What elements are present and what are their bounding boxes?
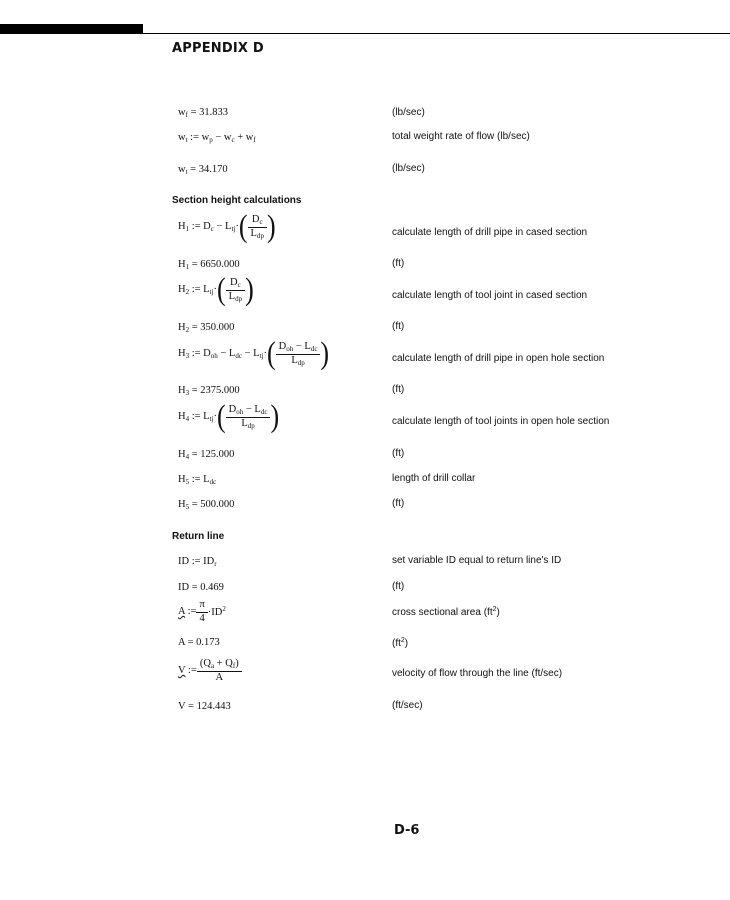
wf-unit: (lb/sec)	[392, 107, 425, 118]
area-unit: $(ft^2)$	[392, 637, 409, 649]
h2-description: calculate length of tool joint in cased section	[392, 290, 588, 301]
id-unit: (ft)	[392, 581, 405, 592]
id-definition: ID := $ID_r$	[178, 556, 217, 568]
velocity-result: V = 124.443	[178, 701, 231, 712]
h3-description: calculate length of drill pipe in open hole section	[392, 353, 605, 364]
wf-result: $w_f = 31.833$	[178, 107, 228, 119]
area-definition: A := $\frac{\pi}{4}$ $\cdot ID^2$	[178, 599, 226, 624]
h3-unit: (ft)	[392, 384, 405, 395]
h3-definition: $H_3$ := $D_{oh} - L_{dc} - L_{tj}\cdot$( $\frac{D_{oh} - L_{dc}}{L_{dp}}$ )	[178, 336, 330, 371]
h1-unit: (ft)	[392, 258, 405, 269]
h3-result: $H_3 = 2375.000$	[178, 385, 240, 397]
h4-unit: (ft)	[392, 448, 405, 459]
h1-result: $H_1 = 6650.000$	[178, 259, 240, 271]
id-description: set variable ID equal to return line's ID	[392, 555, 562, 566]
wt-description: total weight rate of flow (lb/sec)	[392, 131, 530, 142]
area-description: cross sectional area $(ft^2)$	[392, 606, 500, 618]
velocity-definition: V := $\frac{(Q_a + Q_f)}{A}$	[178, 659, 242, 684]
h5-result: $H_5 = 500.000$	[178, 499, 235, 511]
header-rule	[143, 33, 730, 34]
wt-definition: $w_t$ := $w_p - w_c + w_f$	[178, 132, 256, 144]
page-number: D-6	[394, 823, 420, 838]
h5-unit: (ft)	[392, 498, 405, 509]
wt-unit: (lb/sec)	[392, 163, 425, 174]
h5-definition: $H_5$ := $L_{dc}$	[178, 474, 217, 486]
area-result: A = 0.173	[178, 637, 220, 648]
return-line-heading: Return line	[172, 531, 225, 542]
velocity-description: velocity of flow through the line (ft/sec)	[392, 668, 563, 679]
wt-result: $w_t = 34.170$	[178, 164, 228, 176]
velocity-unit: (ft/sec)	[392, 700, 423, 711]
h2-definition: $H_2$ := $L_{tj}\cdot$( $\frac{D_c}{L_{dp}}$ )	[178, 272, 254, 307]
id-result: ID = 0.469	[178, 582, 224, 593]
h4-description: calculate length of tool joints in open hole section	[392, 416, 610, 427]
h4-definition: $H_4$ := $L_{tj}\cdot$( $\frac{D_{oh} - L_{dc}}{L_{dp}}$ )	[178, 399, 280, 434]
h4-result: $H_4 = 125.000$	[178, 449, 235, 461]
h2-unit: (ft)	[392, 321, 405, 332]
section-height-heading: Section height calculations	[172, 195, 302, 206]
h1-definition: $H_1$ := $D_c - L_{tj}\cdot$( $\frac{D_c}{L_{dp}}$ )	[178, 209, 276, 244]
appendix-heading: APPENDIX D	[172, 41, 264, 56]
h2-result: $H_2 = 350.000$	[178, 322, 235, 334]
header-black-bar	[0, 24, 143, 34]
h5-description: length of drill collar	[392, 473, 476, 484]
h1-description: calculate length of drill pipe in cased section	[392, 227, 588, 238]
